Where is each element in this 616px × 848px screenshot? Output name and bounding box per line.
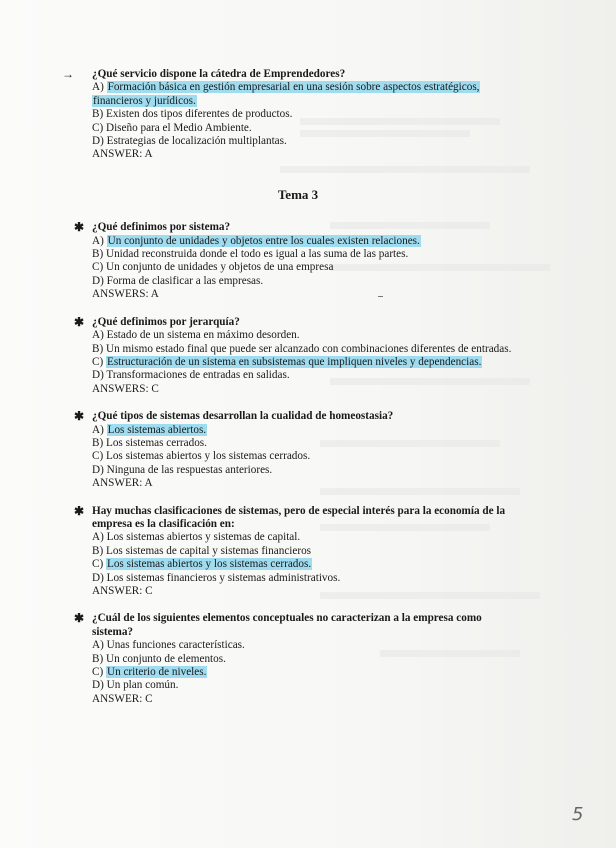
option-b: B) Los sistemas cerrados. [92,436,207,449]
question-block-2 [74,220,518,301]
question-text: ✱ ¿Qué definimos por jerarquía? [74,314,240,329]
option-a: A) Un conjunto de unidades y objetos entre los cuales existen relaciones. [92,234,420,247]
question-block-1 [62,67,518,162]
option-a: A) Formación básica en gestión empresarial en una sesión sobre aspectos estratégicos, financieros y jurídicos. [92,81,480,107]
question-text: ✱ ¿Qué tipos de sistemas desarrollan la cualidad de homeostasia? [74,409,394,424]
option-b: B) Un conjunto de elementos. [92,652,226,665]
answer-line: ANSWERS: A [92,288,159,301]
highlighted-answer: Formación básica en gestión empresarial en una sesión sobre aspectos estratégicos, financieros y jurídicos. [93,81,480,107]
option-b: B) Unidad reconstruida donde el todo es igual a las suma de las partes. [92,248,409,261]
option-c: C) Estructuración de un sistema en subsistemas que impliquen niveles y dependencias. [92,355,482,368]
question-block-6 [74,611,518,706]
star-marker-icon: ✱ [74,314,85,329]
option-b: B) Un mismo estado final que puede ser alcanzado con combinaciones diferentes de entradas. [92,342,512,355]
option-d: D) Forma de clasificar a las empresas. [92,274,264,287]
option-a: A) Unas funciones características. [92,639,245,652]
option-d: D) Los sistemas financieros y sistemas administrativos. [92,571,341,584]
option-b: B) Existen dos tipos diferentes de productos. [92,108,293,121]
question-block-3 [74,314,518,396]
answer-line: ANSWERS: C [92,382,159,395]
option-b: B) Los sistemas de capital y sistemas financieros [92,544,312,557]
option-c: C) Un conjunto de unidades y objetos de una empresa [92,261,334,274]
question-text: ✱ ¿Cuál de los siguientes elementos conceptuales no caracterizan a la empresa como sistema? [74,611,482,638]
star-marker-icon: ✱ [74,611,85,626]
question-text: ✱ ¿Qué definimos por sistema? [74,220,231,235]
answer-line: ANSWER: A [92,148,153,161]
option-d: D) Ninguna de las respuestas anteriores. [92,463,273,476]
option-a: A) Los sistemas abiertos. [92,423,207,436]
question-text: → ¿Qué servicio dispone la cátedra de Emprendedores? [62,67,346,81]
star-marker-icon: ✱ [74,220,85,235]
question-list [62,67,518,720]
option-c: C) Diseño para el Medio Ambiente. [92,121,252,134]
option-d: D) Estrategias de localización multiplantas. [92,135,287,148]
answer-line: ANSWER: C [92,692,153,705]
highlighted-answer: Un criterio de niveles. [106,666,207,679]
option-c: C) Un criterio de niveles. [92,666,207,679]
question-text: ✱ Hay muchas clasificaciones de sistemas, pero de especial interés para la economía de la empresa es la clasificación en: [74,503,506,530]
page-number: 5 [572,804,584,825]
highlighted-answer: Un conjunto de unidades y objetos entre los cuales existen relaciones. [107,234,420,247]
question-block-4 [74,409,518,490]
highlighted-answer: Los sistemas abiertos. [107,423,207,436]
answer-line: ANSWER: C [92,585,153,597]
option-a: A) Estado de un sistema en máximo desorden. [92,329,300,342]
question-block-5 [74,503,518,599]
highlighted-answer: Estructuración de un sistema en subsistemas que impliquen niveles y dependencias. [106,355,482,368]
arrow-marker-icon: → [62,67,74,81]
option-a: A) Los sistemas abiertos y sistemas de capital. [92,531,301,544]
answer-line: ANSWER: A [92,477,153,490]
option-d: D) Un plan común. [92,679,179,692]
highlighted-answer: Los sistemas abiertos y los sistemas cerrados. [106,558,312,571]
star-marker-icon: ✱ [74,503,85,518]
star-marker-icon: ✱ [74,409,85,424]
option-c: C) Los sistemas abiertos y los sistemas cerrados. [92,450,311,463]
option-d: D) Transformaciones de entradas en salidas. [92,369,290,382]
option-c: C) Los sistemas abiertos y los sistemas cerrados. [92,558,312,571]
section-title: Tema 3 [277,186,319,202]
